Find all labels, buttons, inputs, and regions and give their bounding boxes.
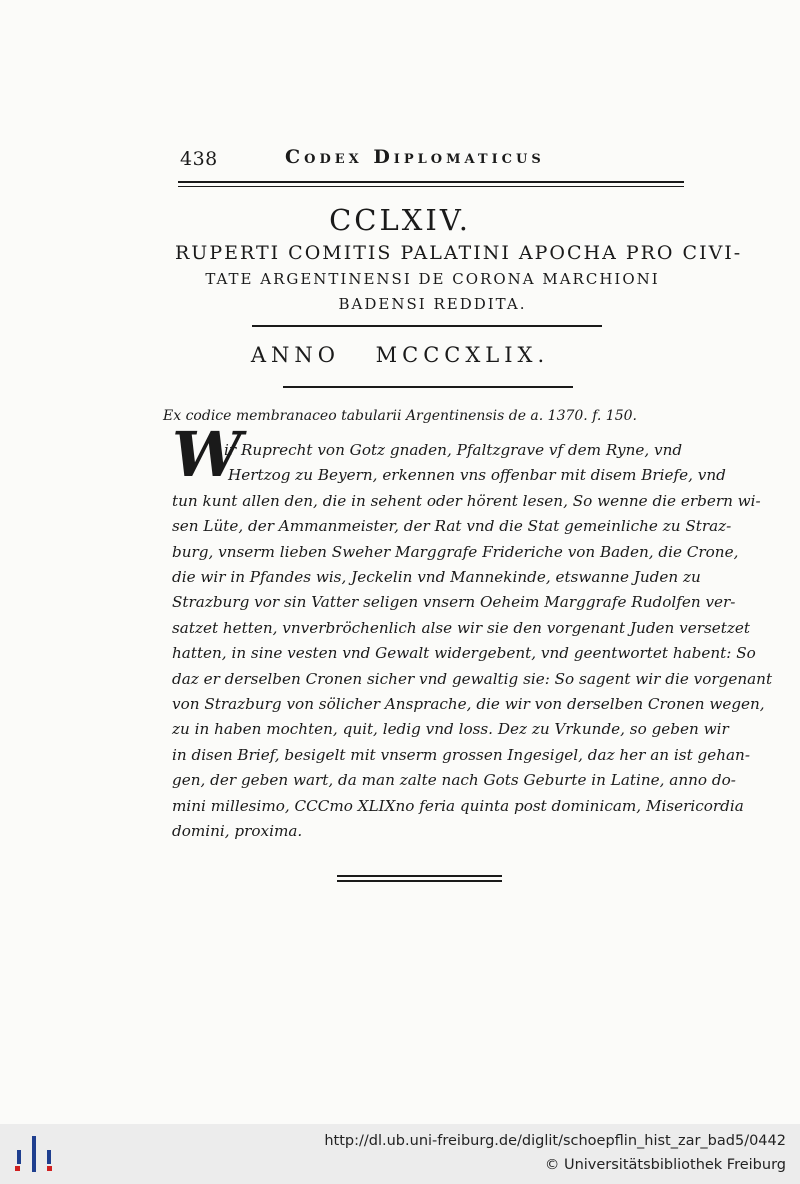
page-number: 438	[180, 148, 218, 170]
text-line: satzet hetten, vnverbröchenlich alse wir sie den vorgenant Juden versetzet	[172, 618, 750, 637]
title-rule	[252, 325, 602, 327]
text-line: gen, der geben wart, da man zalte nach Gots Geburte in Latine, anno do-	[172, 771, 736, 790]
source-note: Ex codice membranaceo tabularii Argentinensis de a. 1370. f. 150.	[163, 408, 637, 424]
logo-bar-center	[32, 1136, 36, 1172]
text-line: sen Lüte, der Ammanmeister, der Rat vnd die Stat gemeinliche zu Straz-	[172, 517, 732, 536]
text-line: Hertzog zu Beyern, erkennen vns offenbar mit disem Briefe, vnd	[228, 466, 726, 485]
footer-bar	[0, 1124, 800, 1184]
year-rule	[283, 386, 573, 388]
running-title: Codex Diplomaticus	[285, 146, 545, 168]
charter-text	[172, 438, 773, 845]
header-rule	[178, 181, 684, 183]
text-line: hatten, in sine vesten vnd Gewalt widergebent, vnd geentwortet habent: So	[172, 644, 756, 663]
logo-bar-left	[17, 1150, 21, 1164]
text-line: domini, proxima.	[172, 822, 303, 841]
document-year: ANNO MCCCXLIX.	[250, 343, 550, 367]
end-rule-top	[337, 875, 502, 877]
text-line: daz er derselben Cronen sicher vnd gewaltig sie: So sagent wir die vorgenant	[172, 669, 773, 688]
footer-url-link[interactable]: http://dl.ub.uni-freiburg.de/diglit/schoepflin_hist_zar_bad5/0442	[324, 1133, 786, 1149]
ub-freiburg-logo-icon[interactable]	[14, 1132, 54, 1176]
title-line-1: RUPERTI COMITIS PALATINI APOCHA PRO CIVI-	[175, 242, 743, 264]
text-line: die wir in Pfandes wis, Jeckelin vnd Mannekinde, etswanne Juden zu	[172, 568, 701, 587]
text-line: mini millesimo, CCCmo XLIXno feria quinta post dominicam, Misericordia	[172, 796, 744, 815]
end-rule-bottom	[337, 880, 502, 882]
text-line: in disen Brief, besigelt mit vnserm grossen Ingesigel, daz her an ist gehan-	[172, 745, 750, 764]
text-line: zu in haben mochten, quit, ledig vnd loss. Dez zu Vrkunde, so geben wir	[172, 720, 729, 739]
text-line: tun kunt allen den, die in sehent oder hörent lesen, So wenne die erbern wi-	[172, 491, 761, 510]
logo-bar-right	[47, 1150, 51, 1164]
document-title	[175, 240, 743, 317]
text-line: Strazburg vor sin Vatter seligen vnsern Oeheim Marggrafe Rudolfen ver-	[172, 593, 736, 612]
title-line-2: TATE ARGENTINENSI DE CORONA MARCHIONI	[205, 270, 660, 288]
document-number: CCLXIV.	[329, 203, 471, 237]
logo-square-right	[47, 1166, 52, 1171]
logo-square-left	[15, 1166, 20, 1171]
drop-cap: W	[172, 418, 242, 491]
title-line-3: BADENSI REDDITA.	[338, 295, 527, 313]
text-line: burg, vnserm lieben Sweher Marggrafe Frideriche von Baden, die Crone,	[172, 542, 739, 561]
text-line: ir Ruprecht von Gotz gnaden, Pfaltzgrave vf dem Ryne, vnd	[224, 441, 683, 459]
text-line: von Strazburg von sölicher Ansprache, die wir von derselben Cronen wegen,	[172, 695, 765, 714]
header-rule-thin	[178, 186, 684, 187]
footer-copyright: © Universitätsbibliothek Freiburg	[544, 1157, 786, 1173]
